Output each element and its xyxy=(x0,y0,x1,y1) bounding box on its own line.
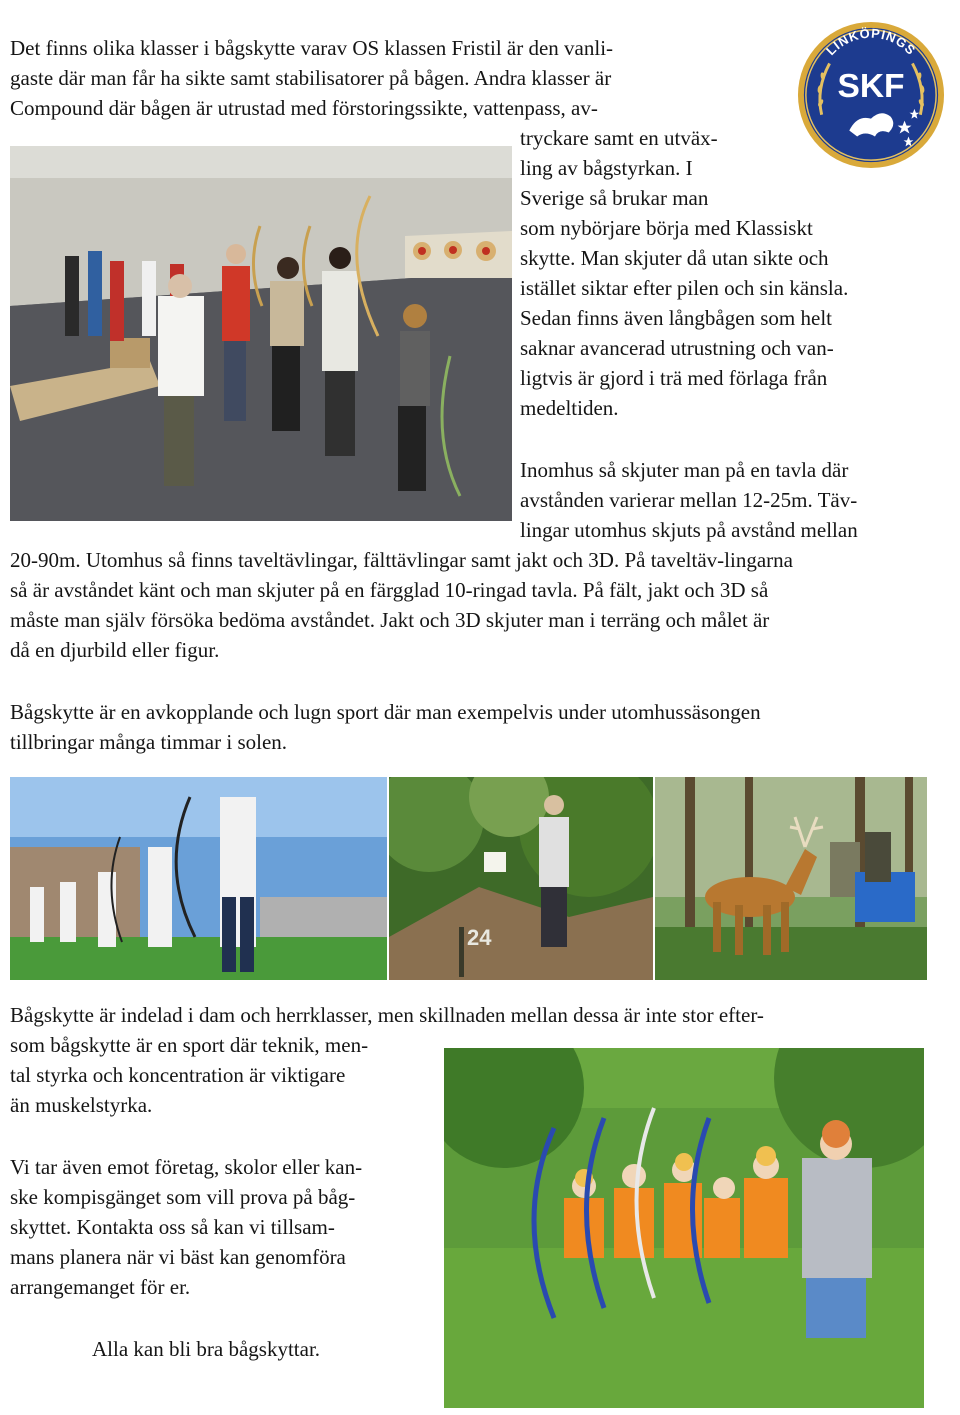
text-line: då en djurbild eller figur. xyxy=(10,638,220,662)
text-line: måste man själv försöka bedöma avståndet. Jakt och 3D skjuter man i terräng och målet är xyxy=(10,608,770,632)
text-line: som nybörjare börja med Klassiskt xyxy=(520,216,813,240)
indoor-range-photo xyxy=(10,146,512,521)
text-line: än muskelstyrka. xyxy=(10,1093,153,1117)
club-logo xyxy=(792,20,950,170)
text-line: ske kompisgänget som vill prova på båg- xyxy=(10,1185,356,1209)
text-line: Bågskytte är en avkopplande och lugn sport där man exempelvis under utomhussäsongen xyxy=(10,700,761,724)
text-line: 20-90m. Utomhus så finns taveltävlingar, fälttävlingar samt jakt och 3D. På taveltäv-lingarna xyxy=(10,548,793,572)
text-line: Bågskytte är indelad i dam och herrklasser, men skillnaden mellan dessa är inte stor efter- xyxy=(10,1003,764,1027)
text-line: avstånden varierar mellan 12-25m. Täv- xyxy=(520,488,858,512)
stadium-archery-photo xyxy=(10,777,387,980)
text-line: som bågskytte är en sport där teknik, men- xyxy=(10,1033,369,1057)
kids-archery-photo xyxy=(444,1048,924,1408)
distance-marker-number: 24 xyxy=(467,925,492,950)
text-line: Sedan finns även långbågen som helt xyxy=(520,306,833,330)
text-line: tal styrka och koncentration är viktigare xyxy=(10,1063,346,1087)
text-line: Det finns olika klasser i bågskytte varav OS klassen Fristil är den vanli- xyxy=(10,36,614,60)
text-line: tryckare samt en utväx- xyxy=(520,126,718,150)
3d-target-photo xyxy=(655,777,927,980)
text-line: Inomhus så skjuter man på en tavla där xyxy=(520,458,849,482)
text-line: skyttet. Kontakta oss så kan vi tillsam- xyxy=(10,1215,335,1239)
text-line: medeltiden. xyxy=(520,396,619,420)
text-line: gaste där man får ha sikte samt stabilisatorer på bågen. Andra klasser är xyxy=(10,66,612,90)
text-line: skytte. Man skjuter då utan sikte och xyxy=(520,246,829,270)
text-line: så är avståndet känt och man skjuter på en färgglad 10-ringad tavla. På fält, jakt och 3D så xyxy=(10,578,769,602)
logo-ring-text: LINKÖPINGS xyxy=(822,25,920,59)
closing-line: Alla kan bli bra bågskyttar. xyxy=(92,1337,321,1361)
logo-monogram: SKF xyxy=(837,67,905,105)
text-line: mans planera när vi bäst kan genomföra xyxy=(10,1245,346,1269)
text-line: ligtvis är gjord i trä med förlaga från xyxy=(520,366,828,390)
text-line: arrangemanget för er. xyxy=(10,1275,191,1299)
text-line: istället siktar efter pilen och sin känsla. xyxy=(520,276,849,300)
text-line: lingar utomhus skjuts på avstånd mellan xyxy=(520,518,858,542)
text-line: ling av bågstyrkan. I xyxy=(520,156,693,180)
text-line: saknar avancerad utrustning och van- xyxy=(520,336,834,360)
text-line: tillbringar många timmar i solen. xyxy=(10,730,288,754)
text-line: Compound där bågen är utrustad med förstoringssikte, vattenpass, av- xyxy=(10,96,598,120)
field-archery-photo xyxy=(389,777,653,980)
text-line: Sverige så brukar man xyxy=(520,186,709,210)
text-line: Vi tar även emot företag, skolor eller kan- xyxy=(10,1155,363,1179)
